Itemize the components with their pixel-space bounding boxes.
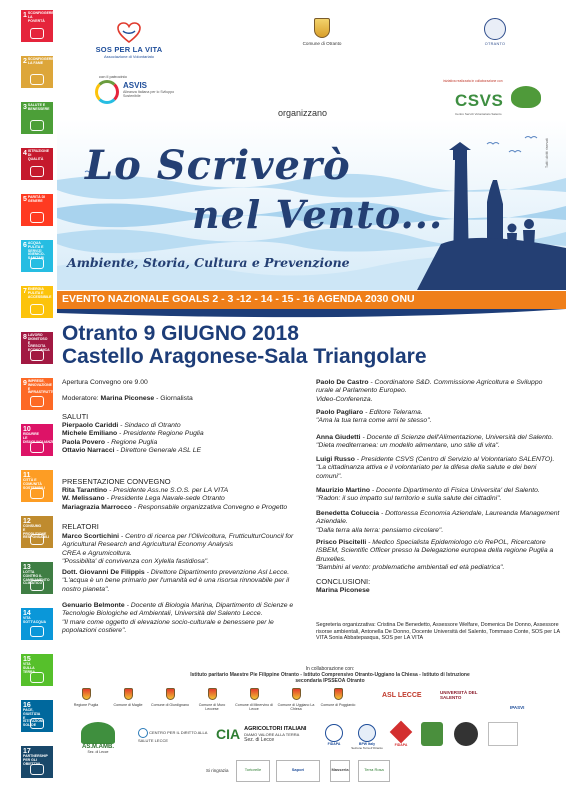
sos-per-la-vita-logo: [86, 22, 172, 59]
speaker-topic: "Il mare come oggetto di elevazione socio-culturale e benessere per le popolazioni costiere".: [62, 618, 274, 635]
sdg-number: 11: [23, 472, 31, 479]
sdg-column: [21, 0, 60, 800]
sdg-icon: [30, 258, 44, 269]
relatori-heading: RELATORI: [62, 522, 99, 531]
bpw-name: BPW Italy: [358, 742, 376, 746]
person-line: [62, 430, 300, 438]
sdg-tile-11: [21, 470, 53, 502]
event-banner: [57, 291, 566, 309]
sdg-tile-5: [21, 194, 53, 226]
sdg-number: 9: [23, 380, 27, 387]
crest-icon: [314, 18, 330, 38]
speaker-russo: [316, 456, 561, 481]
crest-icon: [292, 688, 301, 700]
fidapa-red-logo: [388, 724, 414, 747]
sdg-number: 14: [23, 610, 31, 617]
speaker-org: CREA e Agrumicoltura.: [62, 549, 132, 557]
sdg-tile-14: [21, 608, 53, 640]
ipasvi-logo: IPASVI: [510, 705, 525, 710]
sdg-number: 8: [23, 334, 27, 341]
person-line: [62, 495, 300, 503]
person-line: [62, 447, 300, 455]
sdg-number: 13: [23, 564, 31, 571]
speaker-name: Luigi Russo: [316, 456, 355, 463]
sdg-label: ENERGIA PULITA E ACCESSIBILE: [27, 287, 52, 299]
sdg-label: ISTRUZIONE DI QUALITÀ: [27, 149, 50, 161]
sos-subtitle: Associazione di Volontariato: [103, 54, 155, 59]
speaker-name: Paolo Pagliaro: [316, 409, 364, 416]
municipal-logos-row: [66, 684, 556, 724]
speaker-role: - Centro di ricerca per l'Olivicoltura, FrutticulturCouncil for Agricultural Research and Agricultural Economy Analysis: [62, 533, 294, 549]
sdg-label: RIDURRE LE DISUGUAGLIANZE: [23, 432, 55, 444]
sdg-number: 7: [23, 288, 27, 295]
person-role: - Responsabile organizzativa Convegno e Progetto: [131, 503, 288, 511]
csvs-note: iniziativa realizzata in collaborazione con: [443, 79, 503, 83]
csvs-word: CSVS: [455, 91, 504, 110]
speaker-pagliaro: [316, 409, 561, 426]
sos-title: SOS PER LA VITA: [95, 45, 163, 54]
sdg-icon: [30, 580, 44, 591]
collab-text: Istituto paritario Maestre Pie Filippine Otranto - Istituto Comprensivo Otranto-Uggiano la Chiesa - Istituto di Istruzione secondaria IPSSEOA Otranto: [190, 672, 470, 684]
speaker-scortichini: [62, 533, 300, 567]
comune-logo: [108, 688, 148, 707]
person-role: - Presidente Lega Navale-sede Otranto: [104, 495, 225, 503]
speaker-note: Video-Conferenza.: [316, 395, 373, 403]
event-date: Otranto 9 GIUGNO 2018: [62, 322, 299, 345]
globe-icon: [325, 724, 343, 742]
hero-subtitle: Ambiente, Storia, Cultura e Prevenzione: [67, 255, 350, 270]
centro-name: CENTRO PER IL DIRITTO ALLA SALUTE LECCE: [138, 730, 208, 743]
person-role: - Sindaco di Otranto: [118, 422, 181, 429]
sdg-icon: [30, 672, 44, 683]
person-line: [62, 422, 300, 430]
sdg-number: 5: [23, 196, 27, 203]
sdg-tile-8: [21, 332, 53, 364]
banner-swoosh: [57, 309, 566, 323]
crest-icon: [334, 688, 343, 700]
round-photo-logo: [454, 722, 478, 746]
person-name: Rita Tarantino: [62, 487, 108, 494]
asmamb-sub: Sez. di Lecce: [87, 750, 109, 754]
comune-label: Comune di Poggiardo: [320, 703, 356, 707]
sponsor-logo-2: Sapori: [276, 760, 320, 782]
otranto-seal-logo: [475, 18, 515, 46]
moderator-role: - Giornalista: [154, 395, 193, 402]
speaker-topic: "Dieta mediterranea: un modello alimentare, uno stile di vita".: [316, 442, 500, 450]
comune-logo: [318, 688, 358, 707]
moderator-line: [62, 395, 300, 403]
asvis-logo: [95, 80, 175, 112]
sdg-number: 16: [23, 702, 31, 709]
sdg-number: 4: [23, 150, 27, 157]
speaker-name: Prisco Piscitelli: [316, 539, 367, 546]
collab-title: In collaborazione con:: [305, 666, 355, 672]
asvis-subtitle: Alleanza Italiana per lo Sviluppo Sostenibile: [123, 90, 175, 99]
sdg-label: ACQUA PULITA E SERVIZI IGIENICO-SANITARI: [27, 241, 45, 261]
speaker-coluccia: [316, 510, 561, 535]
cia-mark: CIA: [216, 726, 241, 742]
comune-logo: [150, 688, 190, 707]
sdg-tile-12: [21, 516, 53, 548]
cia-subtitle: DIAMO VALORE ALLA TERRA: [244, 732, 300, 737]
tree-icon: [511, 86, 541, 108]
sdg-icon: [30, 442, 44, 453]
sdg-tile-1: [21, 10, 53, 42]
event-venue: Castello Aragonese-Sala Triangolare: [62, 345, 427, 368]
sdg-tile-15: [21, 654, 53, 686]
sdg-number: 1: [23, 12, 27, 19]
sdg-label: VITA SULLA TERRA: [23, 662, 36, 674]
crest-icon: [82, 688, 91, 700]
comune-label: Regione Puglia: [73, 703, 99, 707]
sdg-number: 6: [23, 242, 27, 249]
person-name: Michele Emiliano: [62, 430, 118, 438]
sdg-icon: [30, 74, 44, 85]
person-name: Paola Povero: [62, 438, 106, 446]
sponsor-label: Si ringrazia: [206, 768, 229, 773]
comune-label: Comune di Minervino di Lecce: [235, 703, 273, 711]
sdg-label: SCONFIGGERE LA POVERTÀ: [27, 11, 54, 23]
person-role: - Presidente Regione Puglia: [117, 430, 204, 438]
comune-logo: [276, 688, 316, 711]
sdg-number: 2: [23, 58, 27, 65]
comune-logo: [66, 688, 106, 707]
sdg-label: LOTTA CONTRO IL CAMBIAMENTO CLIMATICO: [23, 570, 50, 586]
crest-icon: [208, 688, 217, 700]
person-name: Ottavio Narracci: [62, 447, 115, 455]
speaker-topic: "Bambini al vento: problematiche ambientali ed età pediatrica".: [316, 564, 505, 572]
globe-icon: [358, 724, 376, 742]
tree-icon: [81, 722, 115, 744]
conclusioni-speaker: [316, 587, 561, 595]
speaker-topic: "La cittadinanza attiva e il volontariato per la difesa della salute e dei beni comuni".: [316, 464, 537, 480]
cia-title: AGRICOLTORI ITALIANI: [244, 726, 307, 732]
seal-icon: [484, 18, 506, 40]
heart-hands-icon: [117, 22, 141, 44]
speaker-name: Dott. Giovanni De Filippis: [62, 569, 145, 576]
bpw-sub: Sezione Terra d'Otranto: [351, 746, 383, 750]
sdg-icon: [30, 166, 44, 177]
sdg-label: PARITÀ DI GENERE: [27, 195, 46, 203]
speaker-role: - Dottoressa Economia Aziendale, Laureanda Management Aziendale.: [316, 510, 560, 526]
sponsor-tortorelle: Tortorelle: [236, 760, 270, 782]
sdg-icon: [30, 120, 44, 131]
cia-section: Sez. di Lecce: [244, 737, 275, 743]
person-role: - Direttore Generale ASL LE: [114, 447, 202, 455]
fidapa-name: FIDAPA: [327, 742, 341, 746]
unisalento-logo: UNIVERSITÀ DEL SALENTO: [440, 690, 478, 700]
comune-label: Comune di Muro Leccese: [198, 703, 226, 711]
sponsor-masseria: Masseria: [330, 760, 350, 782]
asvis-ring-icon: [95, 80, 119, 104]
crest-icon: [166, 688, 175, 700]
comune-label: Comune di Uggiano La Chiesa: [277, 703, 315, 711]
sdg-number: 10: [23, 426, 31, 433]
speaker-name: Benedetta Coluccia: [316, 510, 380, 517]
speaker-name: Genuario Belmonte: [62, 602, 125, 609]
sponsor-terra-rosa: Terra Rosa: [358, 760, 390, 782]
sdg-label: SALUTE E BENESSERE: [27, 103, 50, 111]
comune-label: Comune di Maglie: [113, 703, 143, 707]
sdg-tile-16: [21, 700, 53, 732]
speaker-piscitelli: [316, 539, 561, 573]
speaker-name: Maurizio Martino: [316, 487, 370, 494]
speaker-role: - Docente di Biologia Marina, Dipartimento di Scienze e Tecnologie Biologiche ed Ambientali, Università del Salento Lecce.: [62, 602, 294, 618]
sdg-label: IMPRESE, INNOVAZIONE E INFRASTRUTTURE: [27, 379, 60, 395]
sdg-icon: [30, 304, 44, 315]
sdg-icon: [30, 764, 44, 775]
sdg-icon: [30, 534, 44, 545]
conclusioni-name: Marina Piconese: [316, 587, 370, 594]
crest-icon: [124, 688, 133, 700]
asl-lecce-logo: ASL LECCE: [382, 692, 422, 699]
speaker-role: - Direttore Dipartimento prevenzione Asl Lecce.: [144, 569, 290, 576]
comune-otranto-logo: [292, 18, 352, 46]
person-role: - Regione Puglia: [105, 438, 158, 446]
sdg-icon: [30, 212, 44, 223]
speaker-role: - Editore Telerama.: [363, 409, 423, 416]
image-credit: Tutti i diritti riservati: [545, 138, 549, 169]
partner-logos-row: [66, 722, 556, 764]
opening-time: Apertura Convegno ore 9.00: [62, 379, 148, 386]
speaker-topic: "Radon: il suo impatto sul territorio e sulla salute dei cittadini".: [316, 495, 502, 503]
sdg-number: 17: [23, 748, 31, 755]
sdg-number: 15: [23, 656, 31, 663]
saluti-heading: SALUTI: [62, 412, 89, 421]
collaboration-block: [180, 666, 480, 684]
comune-logo: [192, 688, 232, 711]
sdg-label: VITA SOTT'ACQUA: [23, 616, 46, 624]
speaker-name: Marco Scortichini: [62, 533, 120, 540]
saluti-list: [62, 422, 300, 456]
hero-title-line2: nel Vento...: [192, 192, 444, 237]
speaker-de-filippis: [62, 569, 300, 594]
sdg-number: 3: [23, 104, 27, 111]
comune-name: Comune di Otranto: [302, 41, 342, 46]
person-name: Pierpaolo Cariddi: [62, 422, 119, 429]
person-line: [62, 439, 300, 447]
comune-logo: [234, 688, 274, 711]
speaker-giudetti: [316, 434, 561, 451]
seal-name: OTRANTO: [484, 42, 506, 46]
globe-icon: [138, 728, 148, 738]
fidapa-logo: [322, 724, 346, 746]
sdg-icon: [30, 396, 44, 407]
moderator-name: Marina Piconese: [100, 395, 155, 402]
sdg-label: SCONFIGGERE LA FAME: [27, 57, 54, 65]
csvs-subtitle: Centro Servizi Volontariato Salento: [455, 112, 502, 116]
sdg-icon: [30, 718, 44, 729]
asmamb-logo: [78, 722, 118, 754]
person-line: [62, 487, 300, 495]
presentazione-list: [62, 487, 300, 512]
speaker-topic: "L'acqua è un bene primario per l'umanità ed è una risorsa rinnovabile per il nostro pianeta".: [62, 577, 290, 593]
sdg-tile-10: [21, 424, 53, 456]
sdg-tile-4: [21, 148, 53, 180]
asmamb-name: AS.M.AMB.: [82, 744, 114, 750]
speaker-martino: [316, 487, 561, 504]
sdg-tile-2: [21, 56, 53, 88]
centro-diritto-salute-logo: [138, 728, 208, 743]
sdg-label: PARTNERSHIP PER GLI OBIETTIVI: [23, 754, 48, 766]
bpw-logo: [348, 724, 386, 750]
speaker-name: Paolo De Castro: [316, 379, 369, 386]
speaker-role: - Coordinatore S&D. Commissione Agricoltura e Sviluppo rurale al Parlamento Europeo.: [316, 379, 543, 395]
person-role: - Presidente Ass.ne S.O.S. per LA VITA: [107, 487, 229, 494]
presentazione-heading: PRESENTAZIONE CONVEGNO: [62, 477, 171, 486]
sdg-icon: [30, 626, 44, 637]
patronage-label: con il patrocinio: [99, 74, 127, 79]
sdg-icon: [30, 350, 44, 361]
sdg-label: PACE, GIUSTIZIA E ISTITUZIONI SOLIDE: [23, 708, 44, 728]
sdg-number: 12: [23, 518, 31, 525]
sdg-icon: [30, 488, 44, 499]
crest-icon: [250, 688, 259, 700]
comune-label: Comune di Giurdignano: [151, 703, 189, 707]
sdg-tile-13: [21, 562, 53, 594]
unesco-logo: [488, 722, 518, 746]
sdg-tile-6: [21, 240, 53, 272]
speaker-topic: "Possibilita' di convivenza con Xylella fastidiosa".: [62, 558, 210, 566]
speaker-topic: "Ama la tua terra come ami te stesso".: [316, 417, 432, 425]
hero-illustration: [57, 120, 566, 290]
speaker-belmonte: [62, 602, 300, 636]
organizers-label: organizzano: [278, 108, 328, 118]
sdg-tile-7: [21, 286, 53, 318]
sdg-icon: [30, 28, 44, 39]
speaker-de-castro: [316, 379, 561, 404]
speaker-name: Anna Giudetti: [316, 434, 361, 441]
sdg-label: CONSUMO E PRODUZIONE RESPONSABILI: [23, 524, 50, 540]
person-name: W. Melissano: [62, 495, 105, 503]
banner-text: EVENTO NAZIONALE GOALS 2 - 3 -12 - 14 - 15 - 16 AGENDA 2030 ONU: [62, 293, 415, 305]
person-name: Mariagrazia Marrocco: [62, 503, 132, 511]
sdg-label: LAVORO DIGNITOSO E CRESCITA ECONOMICA: [27, 333, 50, 353]
sdg-tile-17: [21, 746, 53, 778]
conclusioni-heading: CONCLUSIONI:: [316, 577, 371, 586]
hero-title-line1: Lo Scriverò: [85, 142, 351, 189]
green-square-logo: [421, 722, 443, 746]
csvs-logo: [455, 86, 547, 118]
moderator-label: Moderatore:: [62, 395, 101, 402]
sdg-tile-9: [21, 378, 60, 410]
speaker-topic: "Dalla terra alla terra: pensiamo circolare".: [316, 526, 444, 534]
speaker-role: - Docente Dipartimento di Fisica Universita' del Salento.: [370, 487, 540, 494]
flower-icon: [390, 721, 413, 744]
speaker-role: - Docente di Scienze dell'Alimentazione, Università del Salento.: [360, 434, 554, 441]
person-line: [62, 504, 300, 512]
fidapa-red-name: FIDAPA: [394, 743, 408, 747]
secretariat: Segreteria organizzativa: Cristina De Benedetto, Assessore Welfare, Domenica De Donno, Assessore risorse ambientali, Antonella De Donno, Docente Università del Salento, Tommaso Conte, SOS per LA VITA Sonia Abbatepasqua, SOS per LA VITA: [316, 622, 560, 642]
sdg-label: CITTÀ E COMUNITÀ SOSTENIBILI: [23, 478, 45, 490]
asvis-word: ASVIS: [123, 81, 148, 90]
speaker-role: - Presidente CSVS (Centro di Servizio al Volontariato SALENTO).: [354, 456, 555, 463]
sdg-tile-3: [21, 102, 53, 134]
speaker-role: - Medico Specialista Epidemiologo c/o RePOL, Ricercatore ISBEM, Scientific Officer presso la Delegazione europea della regione Puglia a Bruxelles.: [316, 539, 554, 563]
